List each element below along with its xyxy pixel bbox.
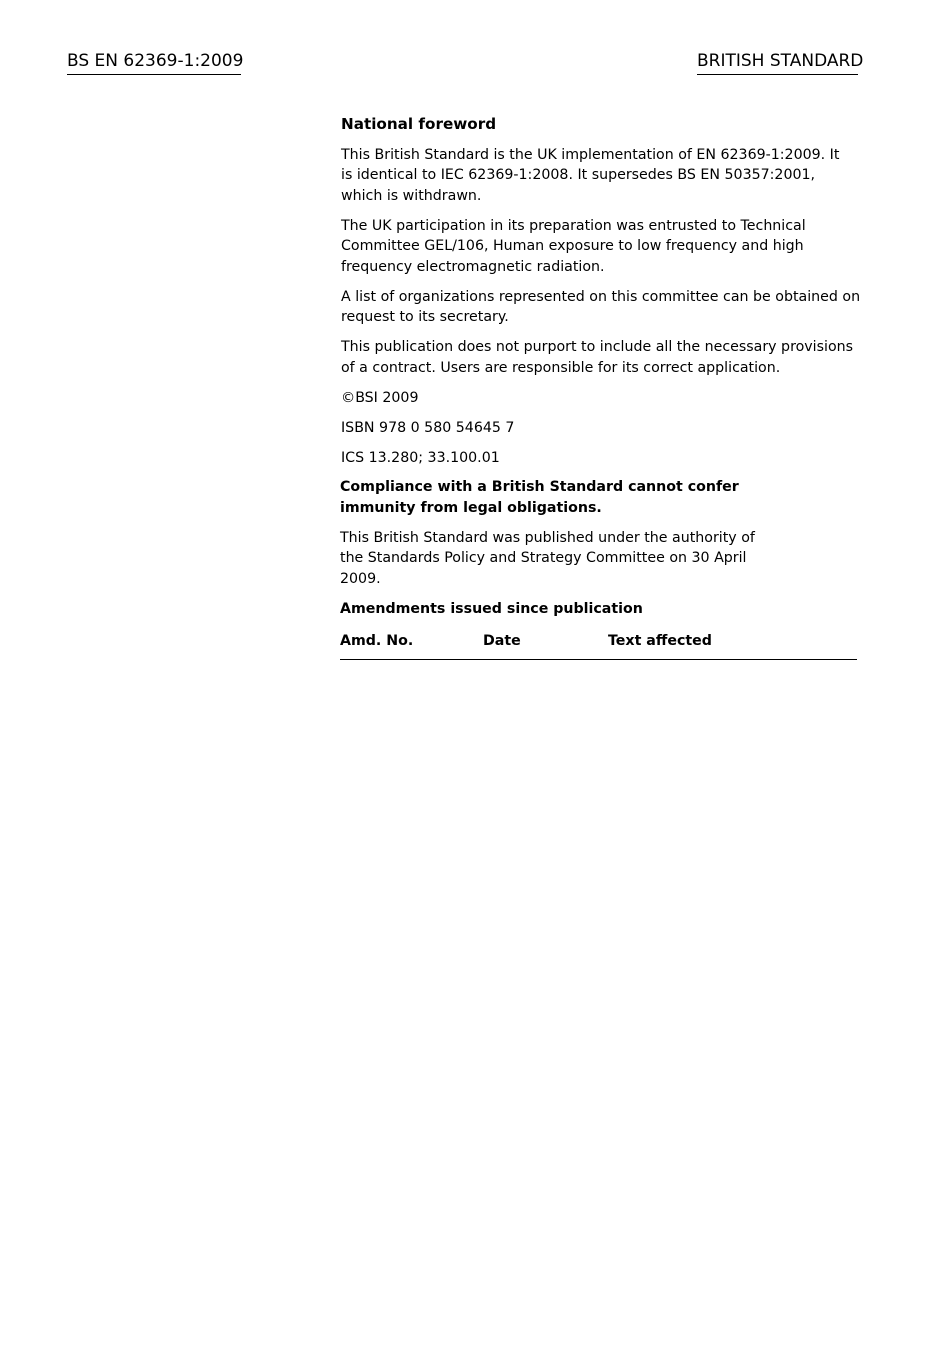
foreword-paragraph-provisions: This publication does not purport to include all the necessary provisions of a contract. Users are responsible for its correct application. [341, 339, 854, 376]
document-number: BS EN 62369-1:2009 [67, 50, 241, 75]
column-date: Date [483, 633, 521, 649]
isbn-line: ISBN 978 0 580 54645 7 [341, 419, 515, 436]
foreword-paragraph-organizations: A list of organizations represented on this committee can be obtained on request to its secretary. [341, 288, 861, 325]
standard-type: BRITISH STANDARD [697, 50, 858, 75]
foreword-paragraph-committee [341, 216, 861, 278]
foreword-paragraph-committee-text: The UK participation in its preparation was entrusted to Technical Committee GEL/106, Human exposure to low frequency and high frequency electromagnetic radiation. [341, 217, 806, 275]
compliance-notice: Compliance with a British Standard cannot confer immunity from legal obligations. [340, 479, 739, 516]
column-text-affected: Text affected [608, 633, 712, 649]
column-amd-no: Amd. No. [340, 633, 414, 649]
amendments-table-header [340, 631, 857, 660]
copyright-line: ©BSI 2009 [341, 389, 419, 406]
national-foreword [341, 114, 871, 660]
foreword-heading: National foreword [341, 115, 497, 133]
publication-authority: This British Standard was published under the authority of the Standards Policy and Strategy Committee on 30 April 2009. [340, 529, 755, 587]
amendments-heading: Amendments issued since publication [340, 600, 643, 617]
ics-line: ICS 13.280; 33.100.01 [341, 449, 500, 466]
foreword-paragraph-implementation: This British Standard is the UK implementation of EN 62369-1:2009. It is identical to IEC 62369-1:2008. It supersedes BS EN 50357:2001, which is withdrawn. [341, 146, 840, 204]
